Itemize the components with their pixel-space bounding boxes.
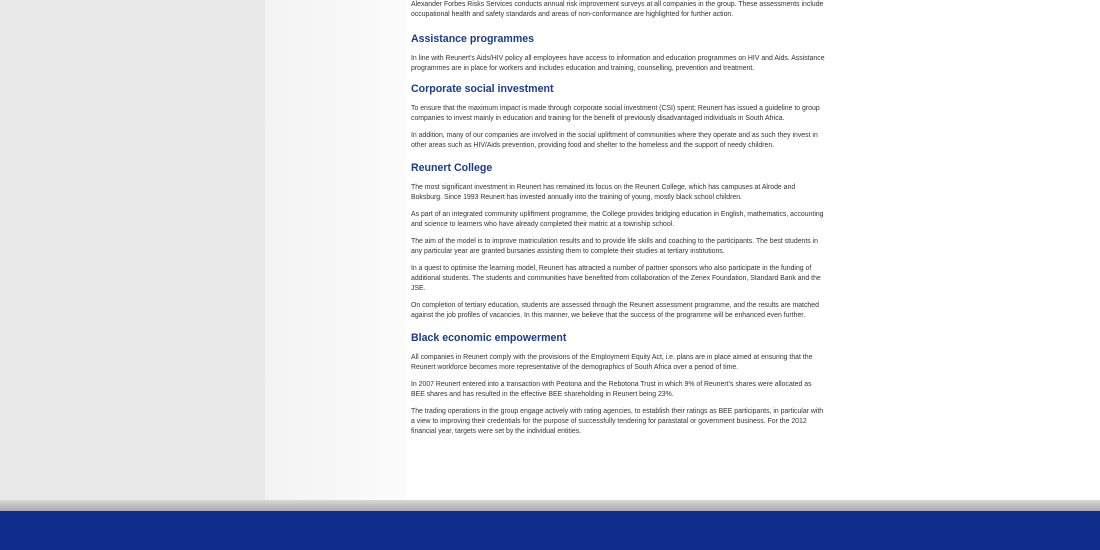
- section-paragraph: On completion of tertiary education, students are assessed through the Reunert assessment programme, and the results are matched against the job profiles of vacancies. In this manner, we believe that the success of the programme will be enhanced even further.: [411, 302, 819, 319]
- section-reunert-college: [411, 162, 827, 321]
- section-black-economic-empowerment: [411, 332, 827, 437]
- section-paragraph: The most significant investment in Reunert has remained its focus on the Reunert College, which has campuses at Alrode and Boksburg. Since 1993 Reunert has invested annually into the training of young, mostly black school children.: [411, 184, 796, 201]
- section-paragraph: In addition, many of our companies are involved in the social upliftment of communities where they operate and as such they invest in other areas such as HIV/Aids prevention, providing food and shelter to the homeless and the support of needy children.: [411, 132, 818, 149]
- section-paragraph: To ensure that the maximum impact is made through corporate social investment (CSI) spent; Reunert has issued a guideline to group companies to invest mainly in education and training for the benefit of previously disadvantaged individuals in South Africa.: [411, 105, 820, 122]
- section-paragraph: In a quest to optimise the learning model, Reunert has attracted a number of partner sponsors who also participate in the funding of additional students. The students and communities have benefited from collaboration of the Zenex Foundation, Standard Bank and the JSE.: [411, 265, 821, 292]
- footer-band: [0, 511, 1100, 550]
- section-heading: Black economic empowerment: [411, 332, 567, 344]
- intro-paragraph: Alexander Forbes Risks Services conducts annual risk improvement surveys at all companies in the group. These assessments include occupational health and safety standards and areas of non-conformance are highlighted for further action.: [411, 1, 824, 18]
- footer-divider: [0, 500, 1100, 511]
- left-sidebar: [265, 0, 405, 500]
- section-paragraph: In line with Reunert’s Aids/HIV policy all employees have access to information and education programmes on HIV and Aids. Assistance programmes are in place for workers and includes education and training, counselling, prevention and treatment.: [411, 55, 825, 72]
- article: [411, 0, 827, 444]
- section-corporate-social-investment: [411, 83, 827, 151]
- section-paragraph: As part of an integrated community upliftment programme, the College provides bridging education in English, mathematics, accounting and science to learners who have already completed their matric at a township school.: [411, 211, 824, 228]
- section-assistance-programmes: [411, 33, 827, 74]
- section-paragraph: In 2007 Reunert entered into a transaction with Peotona and the Rebotona Trust in which 9% of Reunert’s shares were allocated as BEE shares and has resulted in the effective BEE shareholding in Reunert being 23%.: [411, 381, 812, 398]
- section-heading: Reunert College: [411, 162, 493, 174]
- section-paragraph: All companies in Reunert comply with the provisions of the Employment Equity Act, i.e. plans are in place aimed at ensuring that the Reunert workforce becomes more representative of the demographics of South Africa over a period of time.: [411, 354, 813, 371]
- section-paragraph: The aim of the model is to improve matriculation results and to provide life skills and coaching to the participants. The best students in any particular year are granted bursaries assisting them to complete their studies at tertiary institutions.: [411, 238, 819, 255]
- right-gutter: [835, 0, 1100, 500]
- section-paragraph: The trading operations in the group engage actively with rating agencies, to establish their ratings as BEE participants, in particular with a view to improving their credentials for the purpose of successfully tendering for parastatal or government business. For the 2012 financial year, targets were set by the individual entities.: [411, 408, 824, 435]
- section-heading: Assistance programmes: [411, 33, 535, 45]
- left-gutter: [0, 0, 265, 500]
- section-heading: Corporate social investment: [411, 83, 554, 95]
